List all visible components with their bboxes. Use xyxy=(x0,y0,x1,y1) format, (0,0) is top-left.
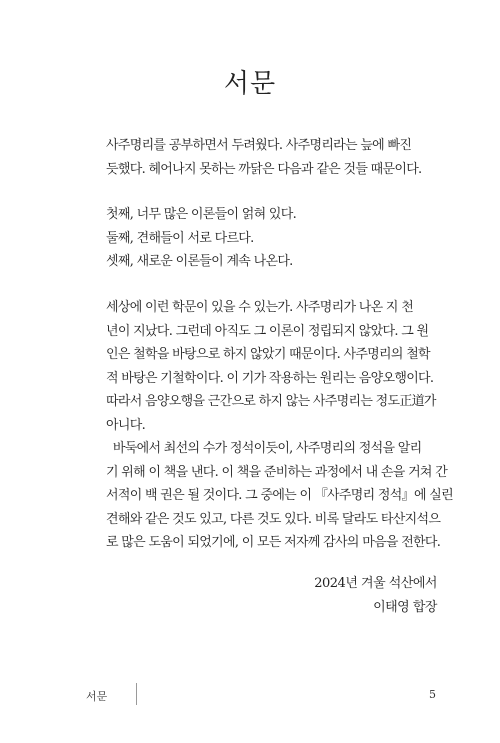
text-line: 인은 철학을 바탕으로 하지 않았기 때문이다. 사주명리의 철학 xyxy=(106,347,430,362)
text-line: 년이 지났다. 그런데 아직도 그 이론이 정립되지 않았다. 그 원 xyxy=(106,323,429,339)
intro-paragraph xyxy=(106,134,436,181)
text-line: 아니다. xyxy=(106,417,146,433)
text-line: 듯했다. 헤어나지 못하는 까닭은 다음과 같은 것들 때문이다. xyxy=(106,161,422,177)
list-item: 둘째, 견해들이 서로 다르다. xyxy=(106,230,254,246)
text-line: 적 바탕은 기철학이다. 이 기가 작용하는 원리는 음양오행이다. xyxy=(106,370,434,386)
page-number: 5 xyxy=(429,688,436,701)
page-title: 서문 xyxy=(223,69,277,99)
footer-divider xyxy=(136,683,137,705)
text-line: 견해와 같은 것도 있고, 다른 것도 있다. 비록 달라도 타산지석으 xyxy=(106,511,441,527)
text-line: 서적이 백 권은 될 것이다. 그 중에는 이 『사주명리 정석』에 실린 xyxy=(106,488,453,503)
text-line: 바둑에서 최선의 수가 정석이듯이, 사주명리의 정석을 알리 xyxy=(106,441,422,456)
list-item: 셋째, 새로운 이론들이 계속 나온다. xyxy=(106,254,293,269)
footer-section-label: 서문 xyxy=(86,690,108,703)
reasons-list xyxy=(106,203,436,274)
text-line: 로 많은 도움이 되었기에, 이 모든 저자께 감사의 마음을 전한다. xyxy=(106,535,441,550)
author-name: 이태영 합장 xyxy=(373,599,437,615)
signature-block xyxy=(314,572,437,619)
main-paragraph xyxy=(106,296,453,555)
text-line: 따라서 음양오행을 근간으로 하지 않는 사주명리는 정도正道가 xyxy=(106,394,436,409)
list-item: 첫째, 너무 많은 이론들이 얽혀 있다. xyxy=(106,207,297,222)
text-line: 사주명리를 공부하면서 두려웠다. 사주명리라는 늪에 빠진 xyxy=(106,138,412,153)
date-place: 2024년 겨울 석산에서 xyxy=(314,576,437,591)
text-line: 세상에 이런 학문이 있을 수 있는가. 사주명리가 나온 지 천 xyxy=(106,300,414,315)
text-line: 기 위해 이 책을 낸다. 이 책을 준비하는 과정에서 내 손을 거쳐 간 xyxy=(106,464,448,480)
